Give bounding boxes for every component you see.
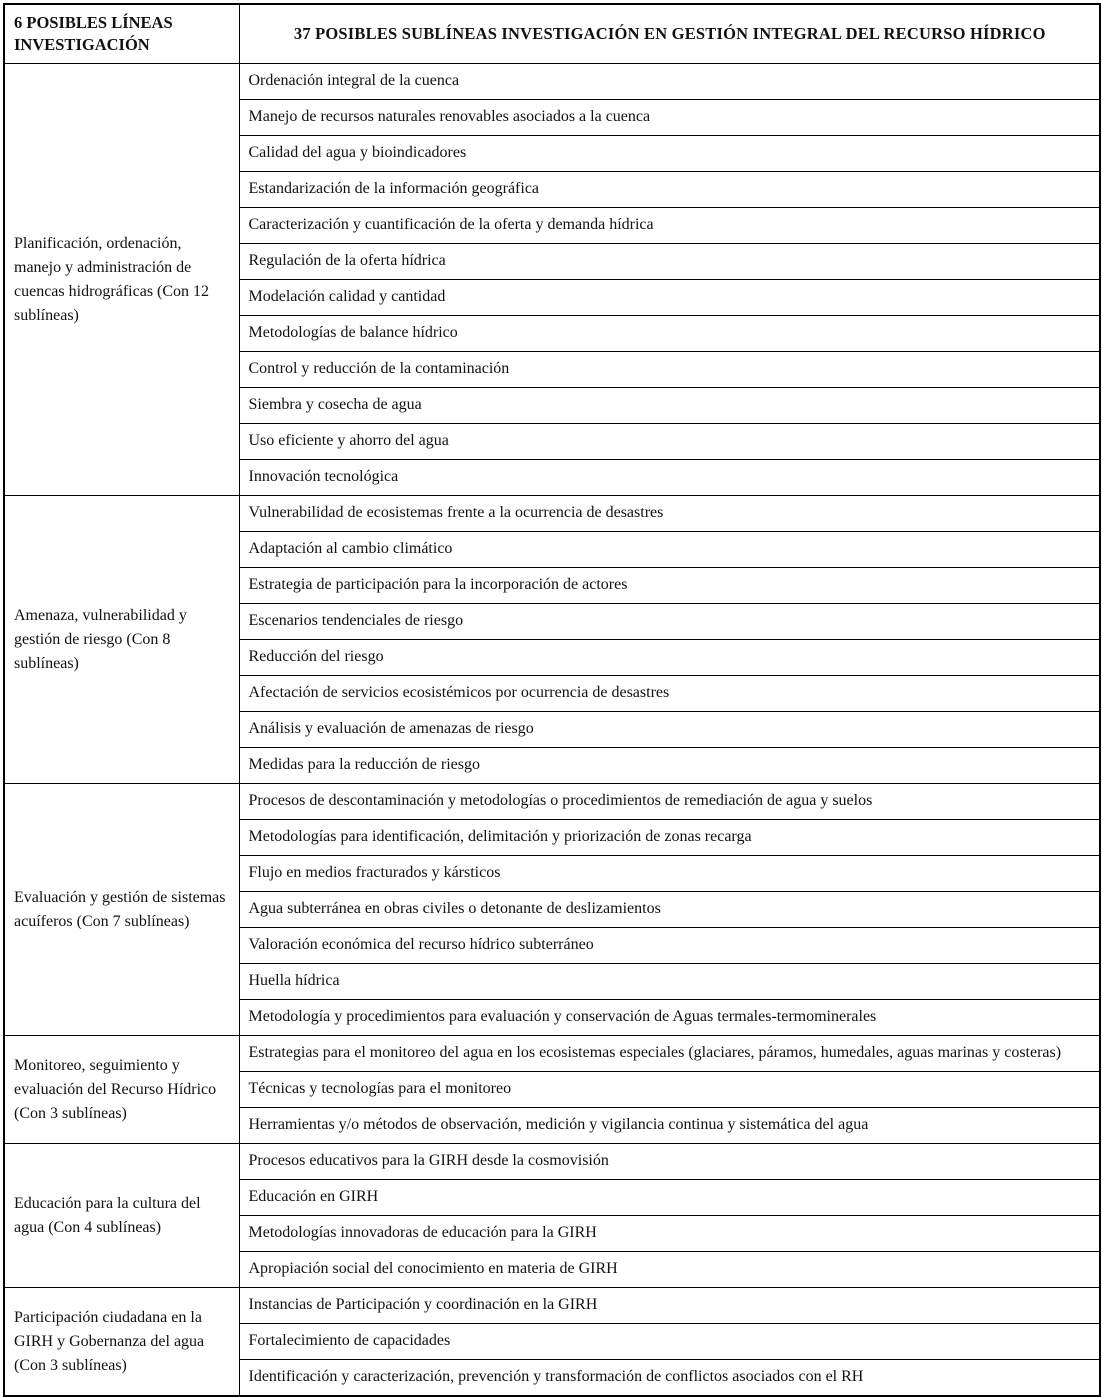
sublinea-cell: Innovación tecnológica — [239, 460, 1100, 496]
sublinea-cell: Educación en GIRH — [239, 1180, 1100, 1216]
sublinea-cell: Control y reducción de la contaminación — [239, 352, 1100, 388]
sublinea-cell: Modelación calidad y cantidad — [239, 280, 1100, 316]
sublinea-cell: Metodologías de balance hídrico — [239, 316, 1100, 352]
lineas-column-header: 6 POSIBLES LÍNEAS INVESTIGACIÓN — [4, 4, 239, 64]
sublinea-cell: Estrategia de participación para la incorporación de actores — [239, 568, 1100, 604]
table-row — [4, 784, 1100, 820]
header-row — [4, 4, 1100, 64]
sublinea-cell: Caracterización y cuantificación de la oferta y demanda hídrica — [239, 208, 1100, 244]
sublinea-cell: Metodología y procedimientos para evaluación y conservación de Aguas termales-termominerales — [239, 1000, 1100, 1036]
sublinea-cell: Análisis y evaluación de amenazas de riesgo — [239, 712, 1100, 748]
linea-group-acuiferos: Evaluación y gestión de sistemas acuíferos (Con 7 sublíneas) — [4, 784, 239, 1036]
sublinea-cell: Escenarios tendenciales de riesgo — [239, 604, 1100, 640]
sublinea-cell: Metodologías innovadoras de educación para la GIRH — [239, 1216, 1100, 1252]
sublinea-cell: Flujo en medios fracturados y kársticos — [239, 856, 1100, 892]
sublinea-cell: Técnicas y tecnologías para el monitoreo — [239, 1072, 1100, 1108]
sublinea-cell: Adaptación al cambio climático — [239, 532, 1100, 568]
sublinea-cell: Reducción del riesgo — [239, 640, 1100, 676]
linea-group-planificacion: Planificación, ordenación, manejo y administración de cuencas hidrográficas (Con 12 sublíneas) — [4, 64, 239, 496]
table-row — [4, 1036, 1100, 1072]
sublinea-cell: Medidas para la reducción de riesgo — [239, 748, 1100, 784]
sublinea-cell: Agua subterránea en obras civiles o detonante de deslizamientos — [239, 892, 1100, 928]
linea-group-participacion: Participación ciudadana en la GIRH y Gobernanza del agua (Con 3 sublíneas) — [4, 1288, 239, 1397]
sublinea-cell: Identificación y caracterización, prevención y transformación de conflictos asociados con el RH — [239, 1360, 1100, 1397]
sublinea-cell: Uso eficiente y ahorro del agua — [239, 424, 1100, 460]
sublinea-cell: Afectación de servicios ecosistémicos por ocurrencia de desastres — [239, 676, 1100, 712]
linea-group-monitoreo: Monitoreo, seguimiento y evaluación del Recurso Hídrico (Con 3 sublíneas) — [4, 1036, 239, 1144]
sublinea-cell: Ordenación integral de la cuenca — [239, 64, 1100, 100]
sublinea-cell: Herramientas y/o métodos de observación, medición y vigilancia continua y sistemática del agua — [239, 1108, 1100, 1144]
sublinea-cell: Valoración económica del recurso hídrico subterráneo — [239, 928, 1100, 964]
sublinea-cell: Procesos educativos para la GIRH desde la cosmovisión — [239, 1144, 1100, 1180]
sublineas-column-header: 37 POSIBLES SUBLÍNEAS INVESTIGACIÓN EN GESTIÓN INTEGRAL DEL RECURSO HÍDRICO — [239, 4, 1100, 64]
sublinea-cell: Calidad del agua y bioindicadores — [239, 136, 1100, 172]
sublinea-cell: Apropiación social del conocimiento en materia de GIRH — [239, 1252, 1100, 1288]
linea-group-educacion: Educación para la cultura del agua (Con 4 sublíneas) — [4, 1144, 239, 1288]
research-lines-table — [3, 3, 1101, 1397]
linea-group-amenaza: Amenaza, vulnerabilidad y gestión de riesgo (Con 8 sublíneas) — [4, 496, 239, 784]
sublinea-cell: Metodologías para identificación, delimitación y priorización de zonas recarga — [239, 820, 1100, 856]
sublinea-cell: Huella hídrica — [239, 964, 1100, 1000]
sublinea-cell: Instancias de Participación y coordinación en la GIRH — [239, 1288, 1100, 1324]
table-row — [4, 1144, 1100, 1180]
table-row — [4, 496, 1100, 532]
sublinea-cell: Estrategias para el monitoreo del agua en los ecosistemas especiales (glaciares, páramos, humedales, aguas marinas y costeras) — [239, 1036, 1100, 1072]
sublinea-cell: Regulación de la oferta hídrica — [239, 244, 1100, 280]
sublinea-cell: Fortalecimiento de capacidades — [239, 1324, 1100, 1360]
sublinea-cell: Vulnerabilidad de ecosistemas frente a la ocurrencia de desastres — [239, 496, 1100, 532]
table-row — [4, 64, 1100, 100]
sublinea-cell: Procesos de descontaminación y metodologías o procedimientos de remediación de agua y suelos — [239, 784, 1100, 820]
sublinea-cell: Manejo de recursos naturales renovables asociados a la cuenca — [239, 100, 1100, 136]
table-row — [4, 1288, 1100, 1324]
sublinea-cell: Estandarización de la información geográfica — [239, 172, 1100, 208]
sublinea-cell: Siembra y cosecha de agua — [239, 388, 1100, 424]
